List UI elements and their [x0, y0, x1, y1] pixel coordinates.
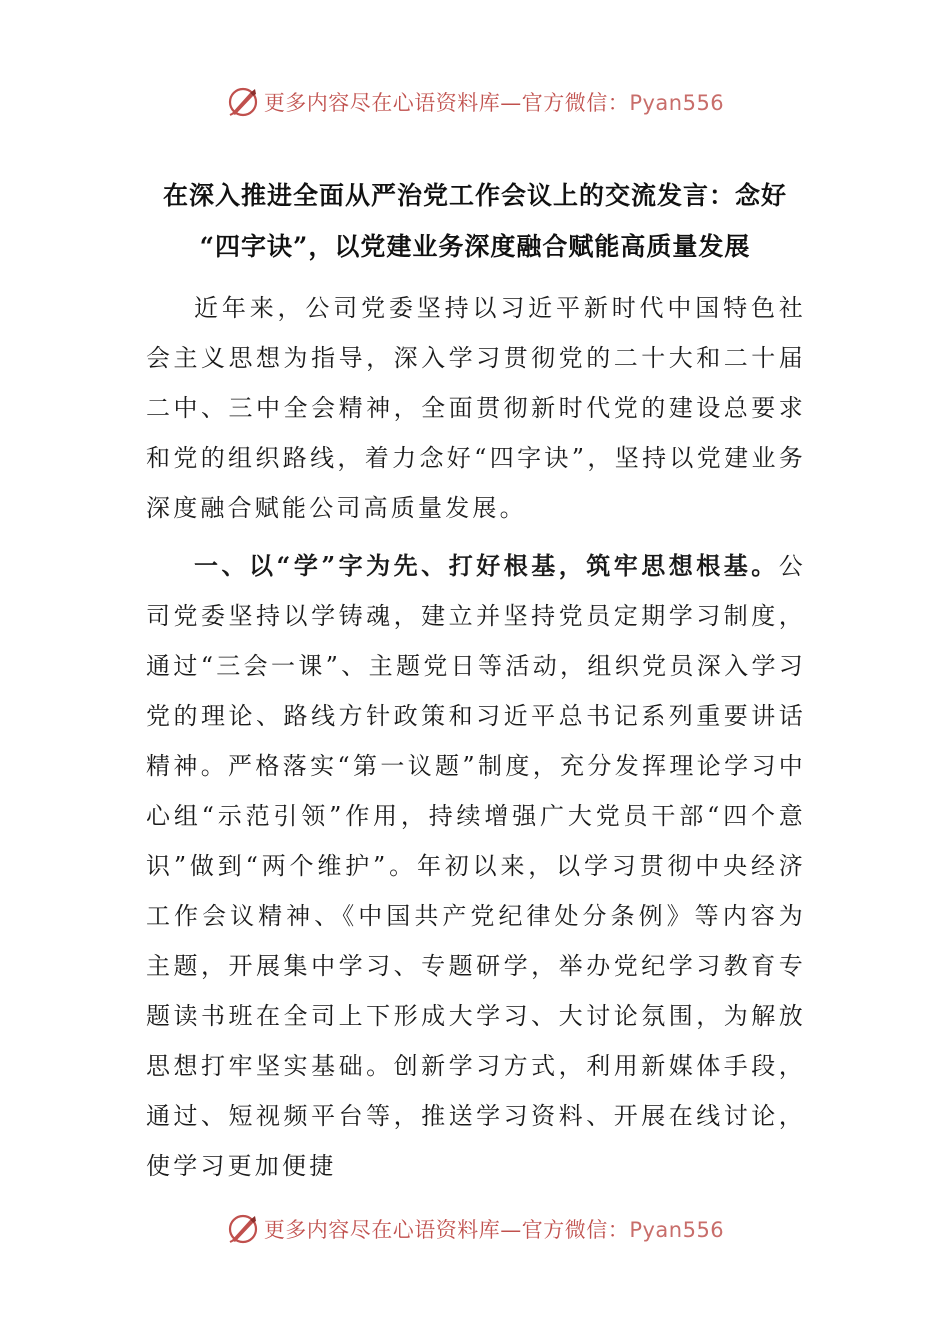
footer-wechat-handle: Pyan556	[629, 1218, 725, 1242]
document-title-line-2: “四字诀”，以党建业务深度融合赋能高质量发展	[199, 232, 751, 261]
section-1-heading: 一、以“学”字为先、打好根基，筑牢思想根基。	[194, 551, 779, 580]
footer-banner	[0, 1207, 950, 1251]
quill-pen-icon	[226, 1212, 260, 1246]
section-1-body: 公司党委坚持以学铸魂，建立并坚持党员定期学习制度，通过“三会一课”、主题党日等活动，组织党员深入学习党的理论、路线方针政策和习近平总书记系列重要讲话精神。严格落实“第一议题”制度，充分发挥理论学习中心组“示范引领”作用，持续增强广大党员干部“四个意识”做到“两个维护”。年初以来，以学习贯彻中央经济工作会议精神、《中国共产党纪律处分条例》等内容为主题，开展集中学习、专题研学，举办党纪学习教育专题读书班在全司上下形成大学习、大讨论氛围，为解放思想打牢坚实基础。创新学习方式，利用新媒体手段，通过、短视频平台等，推送学习资料、开展在线讨论，使学习更加便捷	[146, 552, 806, 1180]
header-wechat-handle: Pyan556	[629, 91, 725, 115]
section-1-paragraph	[146, 541, 806, 1191]
document-title-line-1: 在深入推进全面从严治党工作会议上的交流发言：念好	[162, 181, 787, 210]
quill-pen-icon	[226, 85, 260, 119]
footer-banner-label: 更多内容尽在心语资料库—官方微信：	[263, 1218, 630, 1242]
footer-banner-text	[264, 1214, 724, 1244]
header-banner-text	[264, 87, 724, 117]
header-banner-label: 更多内容尽在心语资料库—官方微信：	[263, 91, 630, 115]
header-banner	[0, 80, 950, 124]
intro-paragraph: 近年来，公司党委坚持以习近平新时代中国特色社会主义思想为指导，深入学习贯彻党的二十大和二十届二中、三中全会精神，全面贯彻新时代党的建设总要求和党的组织路线，着力念好“四字诀”，坚持以党建业务深度融合赋能公司高质量发展。	[146, 294, 806, 522]
document-body	[146, 283, 806, 1191]
